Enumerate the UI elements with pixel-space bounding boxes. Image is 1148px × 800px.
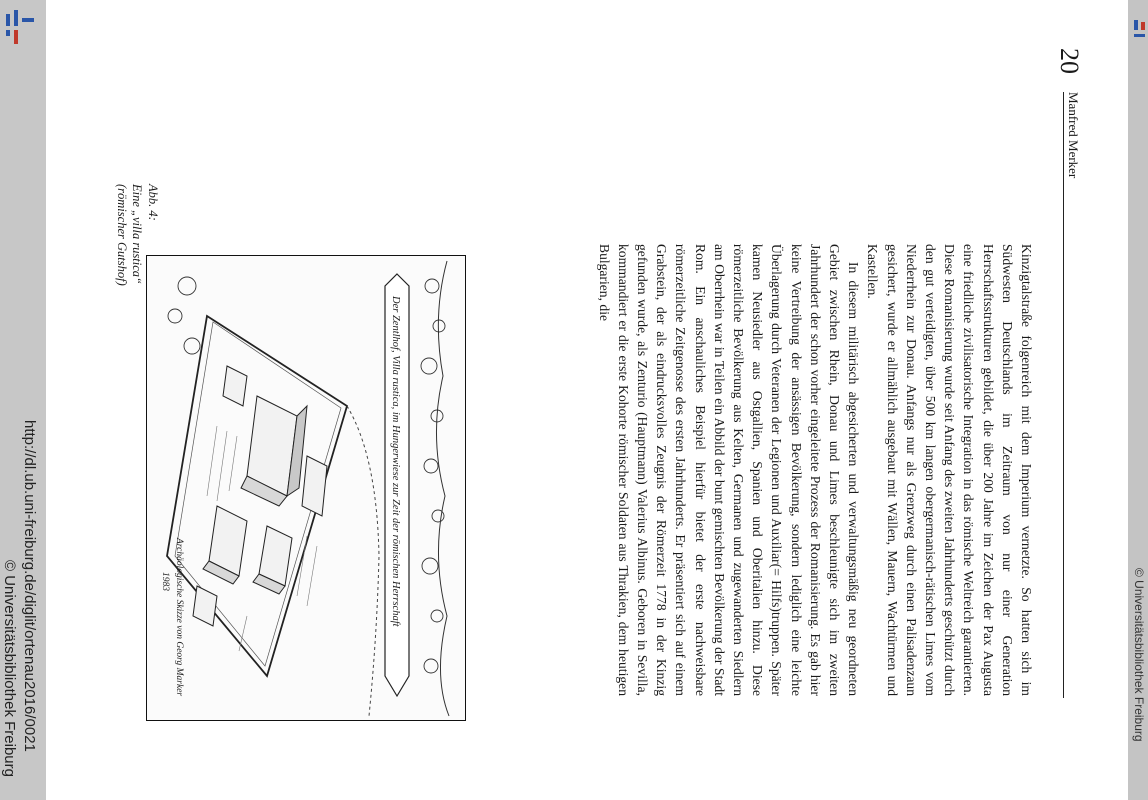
- ub-logo-icon-right: [1132, 18, 1148, 42]
- banner-scroll: [385, 274, 409, 696]
- running-head: Manfred Merker: [1066, 92, 1081, 179]
- signature-text: Archäologische Skizze von Georg Marker: [174, 538, 184, 697]
- ub-logo-icon: [2, 8, 38, 48]
- signature-year: 1983: [160, 572, 170, 591]
- document-url[interactable]: http://dl.ub.uni-freiburg.de/diglit/ortenau2016/0021: [21, 420, 38, 752]
- paragraph: In diesem militärisch abgesicherten und verwaltungsmäßig neu geordneten Gebiet zwischen Rhein, Donau und Limes beschleunigte sich im zweiten Jahrhundert der schon vorher eingeleitete Prozess der Romanisierung. Es gab hier keine Vertreibung der ansässigen Bevölkerung, sondern lediglich eine leichte Überlagerung durch Veteranen der Legionen und Auxiliar(= Hilfs)truppen. Später kamen Neusiedler aus Ostgallien, Spanien und Oberitalien hinzu. Diese römerzeitliche Bevölkerung aus Kelten, Germanen und zugewanderten Siedlern am Oberrhein war in Teilen ein Abbild der bunt gemischten Bevölkerung der Stadt Rom. Ein anschauliches Beispiel hierfür bietet der erste nachweisbare römerzeitliche Zeitgenosse des ersten Jahrhunderts. Er präsentiert sich auf einem Grabstein, der als eindrucksvolles Zeugnis der Römerzeit 1778 in der Kinzig gefunden wurde, als Zenturio (Hauptmann) Valerius Albinus. Geboren in Sevilla, kommandiert er die erste Kohorte römischer Soldaten aus Thrakien, dem heutigen Bulgarien, die: [596, 244, 862, 696]
- banner-text: Der Zentlhof, Villa rustica, im Hungerwiese zur Zeit der römischen Herrschaft: [390, 296, 401, 627]
- villa-sketch: [147, 256, 465, 720]
- copyright-notice: © Universitätsbibliothek Freiburg: [1, 560, 18, 777]
- villa-rustica-illustration: [146, 255, 466, 721]
- copyright-notice-right: © Universitätsbibliothek Freiburg: [1132, 568, 1146, 742]
- page-number: 20: [1055, 48, 1084, 74]
- caption-subtitle: (römischer Gutshof): [115, 184, 129, 286]
- caption-label: Abb. 4:: [146, 184, 160, 221]
- caption-title: Eine „villa rustica“: [130, 184, 145, 284]
- header-rule: [1063, 92, 1064, 698]
- paragraph: Kinzigtalstraße folgenreich mit dem Imperium vernetzte. So hatten sich im Südwesten Deutschlands im Zeitraum von nur einer Generation Herrschaftsstrukturen gebildet, die über 200 Jahre im Zeichen der Pax Augusta eine friedliche zivilisatorische Integration in das römische Weltreich garantierten. Diese Romanisierung wurde seit Anfang des zweiten Jahrhunderts geschützt durch den gut verteidigten, über 500 km langen obergermanisch-rätischen Limes vom Niederrhein zur Donau. Anfangs nur als Grenzweg durch einen Palisadenzaun gesichert, wurde er allmählich ausgebaut mit Wällen, Mauern, Wachtürmen und Kastellen.: [865, 244, 1034, 696]
- body-text: [594, 244, 1036, 696]
